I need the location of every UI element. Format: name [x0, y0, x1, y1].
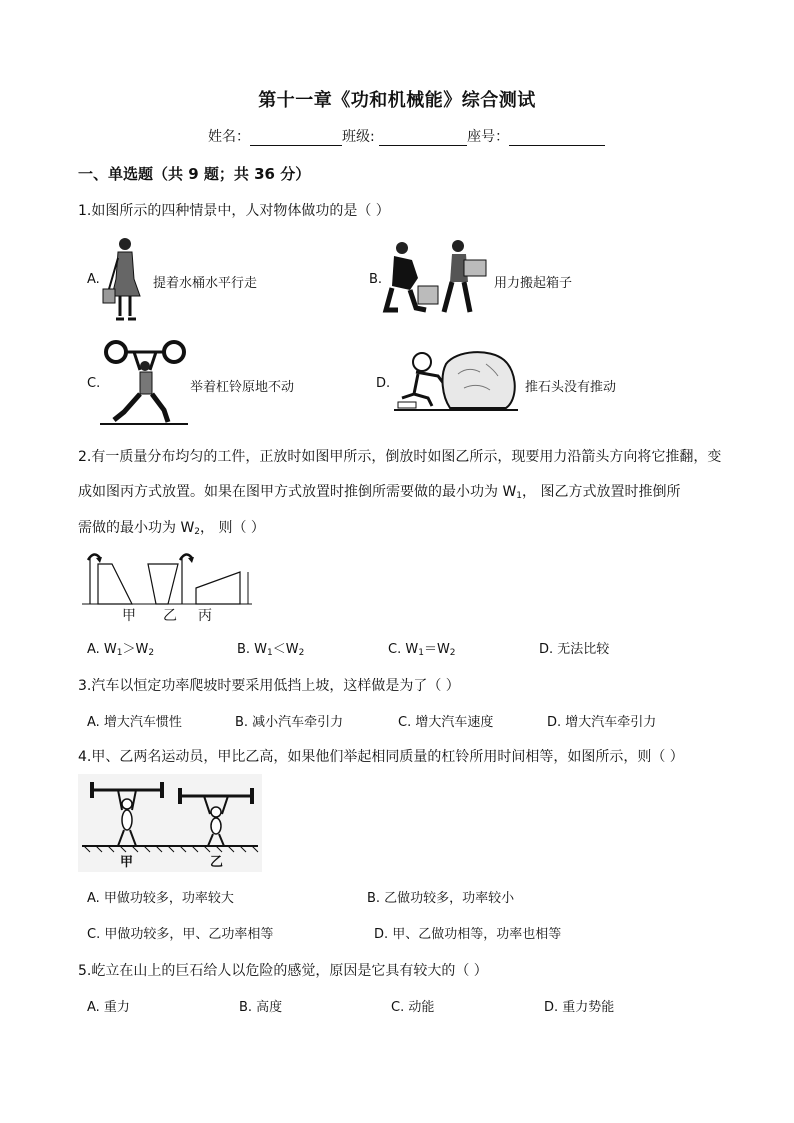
q2-option-a-sub2: 2 — [148, 648, 155, 658]
seat-label: 座号： — [467, 129, 510, 145]
q2-subscript-2: 2 — [194, 527, 201, 537]
two-weightlifters-diagram — [78, 774, 262, 872]
q3-option-b[interactable]: B. 减小汽车牵引力 — [235, 715, 344, 730]
q5-option-c[interactable]: C. 动能 — [391, 1000, 435, 1015]
q2-line3-text-a: 需做的最小功为 W — [78, 520, 195, 536]
q3-stem: 3.汽车以恒定功率爬坡时要采用低挡上坡，这样做是为了（ ） — [78, 678, 460, 694]
q5-option-a[interactable]: A. 重力 — [87, 1000, 130, 1015]
q1-option-d-caption: 推石头没有推动 — [525, 380, 617, 395]
page-title: 第十一章《功和机械能》综合测试 — [258, 90, 536, 111]
q2-option-c[interactable] — [388, 638, 456, 658]
q5-option-b[interactable]: B. 高度 — [239, 1000, 283, 1015]
q2-line2-text-b: ， 图乙方式放置时推倒所 — [522, 484, 681, 500]
q4-option-a[interactable]: A. 甲做功较多，功率较大 — [87, 891, 234, 906]
woman-carrying-bucket-icon — [100, 234, 150, 324]
class-label: 班级: — [342, 129, 375, 145]
q1-option-a-caption: 提着水桶水平行走 — [153, 276, 258, 291]
q2-option-a-sub1: 1 — [116, 648, 123, 658]
q2-figure-label-jia: 甲 — [122, 608, 136, 624]
q2-option-a-post: ＞W — [122, 642, 149, 657]
q4-option-d[interactable]: D. 甲、乙做功相等，功率也相等 — [374, 927, 562, 942]
name-label: 姓名： — [208, 129, 250, 145]
q1-option-c-letter[interactable]: C. — [87, 376, 101, 391]
q1-option-c-caption: 举着杠铃原地不动 — [190, 380, 295, 395]
q2-figure-label-bing: 丙 — [198, 608, 212, 624]
q3-option-d[interactable]: D. 增大汽车牵引力 — [547, 715, 657, 730]
q2-option-c-post: ＝W — [423, 642, 450, 657]
q2-option-b-pre: B. W — [237, 642, 268, 657]
q2-option-a-pre: A. W — [87, 642, 117, 657]
q2-option-b[interactable] — [237, 638, 304, 658]
q1-option-a-letter[interactable]: A. — [87, 272, 100, 287]
q1-option-d-letter[interactable]: D. — [376, 376, 391, 391]
person-pushing-boulder-icon — [394, 346, 520, 418]
q2-option-b-post: ＜W — [272, 642, 299, 657]
section-heading: 一、单选题（共 9 题；共 36 分） — [78, 165, 311, 183]
people-lifting-box-icon — [380, 238, 492, 318]
q2-option-d[interactable]: D. 无法比较 — [539, 642, 610, 657]
q3-option-a[interactable]: A. 增大汽车惯性 — [87, 715, 182, 730]
q4-figure-label-yi: 乙 — [210, 855, 224, 870]
class-blank[interactable] — [379, 131, 467, 146]
q2-option-c-pre: C. W — [388, 642, 419, 657]
q2-option-c-sub2: 2 — [449, 648, 456, 658]
q4-option-c[interactable]: C. 甲做功较多，甲、乙功率相等 — [87, 927, 274, 942]
q1-option-b-letter[interactable]: B. — [369, 272, 383, 287]
q5-option-d[interactable]: D. 重力势能 — [544, 1000, 615, 1015]
name-blank[interactable] — [250, 131, 342, 146]
q2-figure-label-yi: 乙 — [163, 608, 177, 624]
q5-stem: 5.屹立在山上的巨石给人以危险的感觉，原因是它具有较大的（ ） — [78, 963, 488, 979]
q4-stem: 4.甲、乙两名运动员，甲比乙高，如果他们举起相同质量的杠铃所用时间相等，如图所示，则（ ） — [78, 749, 684, 765]
q2-option-b-sub1: 1 — [267, 648, 273, 658]
q2-line3-text-b: ， 则（ ） — [200, 520, 265, 536]
q3-option-c[interactable]: C. 增大汽车速度 — [398, 715, 494, 730]
q4-option-b[interactable]: B. 乙做功较多，功率较小 — [367, 891, 515, 906]
q2-option-a[interactable] — [87, 638, 154, 658]
weightlifter-holding-barbell-icon — [100, 340, 188, 426]
q2-stem-line2 — [78, 481, 680, 501]
q2-line2-text-a: 成如图丙方式放置。如果在图甲方式放置时推倒所需要做的最小功为 W — [78, 484, 517, 500]
q2-stem-line1: 2.有一质量分布均匀的工件，正放时如图甲所示，倒放时如图乙所示，现要用力沿箭头方向将它推翻，变 — [78, 449, 722, 465]
q1-option-b-caption: 用力搬起箱子 — [494, 276, 573, 291]
q1-stem: 1.如图所示的四种情景中，人对物体做功的是（ ） — [78, 203, 390, 219]
seat-blank[interactable] — [509, 131, 605, 146]
q2-option-b-sub2: 2 — [298, 648, 305, 658]
q4-figure-label-jia: 甲 — [120, 855, 134, 870]
student-info-line — [208, 126, 605, 146]
q2-stem-line3 — [78, 517, 265, 537]
q2-subscript-1: 1 — [516, 491, 523, 501]
q2-option-c-sub1: 1 — [418, 648, 424, 658]
